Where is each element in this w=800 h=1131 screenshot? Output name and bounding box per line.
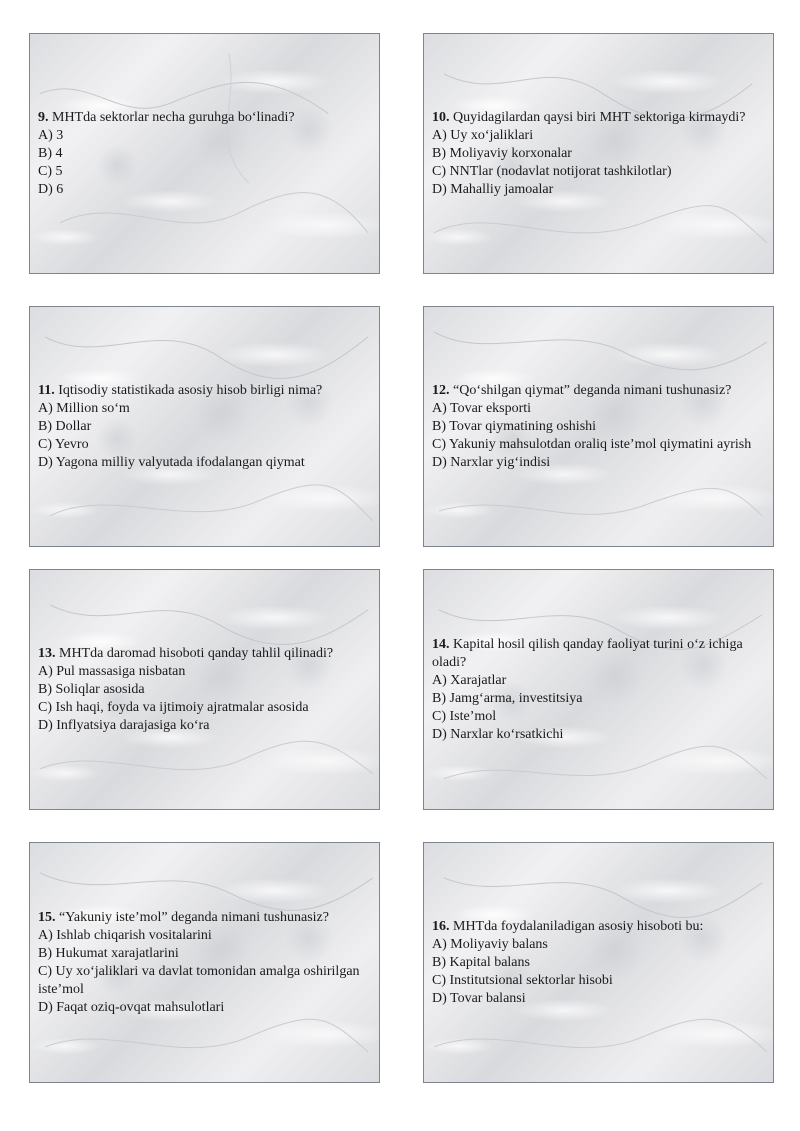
option-b: B) Kapital balans xyxy=(432,954,530,970)
option-d: D) Tovar balansi xyxy=(432,990,526,1006)
question-text: Quyidagilardan qaysi biri MHT sektoriga kirmaydi? xyxy=(453,109,746,125)
question-block xyxy=(30,382,379,472)
question-text: MHTda foydalaniladigan asosiy hisoboti bu: xyxy=(453,918,704,934)
question-number: 15. xyxy=(38,909,56,925)
option-c: C) Yakuniy mahsulotdan oraliq iste’mol qiymatini ayrish xyxy=(432,436,752,452)
option-c: C) Yevro xyxy=(38,436,89,452)
question-block xyxy=(424,636,773,744)
option-b: B) Moliyaviy korxonalar xyxy=(432,145,572,161)
option-a: A) Uy xo‘jaliklari xyxy=(432,127,534,143)
option-a: A) Pul massasiga nisbatan xyxy=(38,663,186,679)
option-d: D) Inflyatsiya darajasiga ko‘ra xyxy=(38,717,210,733)
option-b: B) Jamg‘arma, investitsiya xyxy=(432,690,583,706)
question-number: 9. xyxy=(38,109,49,125)
question-text: MHTda sektorlar necha guruhga bo‘linadi? xyxy=(52,109,295,125)
option-b: B) 4 xyxy=(38,145,63,161)
question-number: 10. xyxy=(432,109,450,125)
question-block xyxy=(424,109,773,199)
option-c: C) NNTlar (nodavlat notijorat tashkilotlar) xyxy=(432,163,672,179)
option-b: B) Tovar qiymatining oshishi xyxy=(432,418,597,434)
option-a: A) Xarajatlar xyxy=(432,672,507,688)
option-d: D) Yagona milliy valyutada ifodalangan qiymat xyxy=(38,454,305,470)
question-text: Kapital hosil qilish qanday faoliyat turini o‘z ichiga oladi? xyxy=(432,636,743,670)
option-a: A) Tovar eksporti xyxy=(432,400,532,416)
question-text: Iqtisodiy statistikada asosiy hisob birligi nima? xyxy=(58,382,323,398)
question-text: “Yakuniy iste’mol” deganda nimani tushunasiz? xyxy=(59,909,329,925)
question-block xyxy=(30,909,379,1017)
option-d: D) Narxlar yig‘indisi xyxy=(432,454,551,470)
option-c: C) 5 xyxy=(38,163,63,179)
quiz-card-12 xyxy=(423,306,774,547)
question-number: 13. xyxy=(38,645,56,661)
option-a: A) 3 xyxy=(38,127,64,143)
option-b: B) Soliqlar asosida xyxy=(38,681,145,697)
option-b: B) Dollar xyxy=(38,418,92,434)
option-b: B) Hukumat xarajatlarini xyxy=(38,945,179,961)
quiz-card-14 xyxy=(423,569,774,810)
question-text: MHTda daromad hisoboti qanday tahlil qilinadi? xyxy=(59,645,334,661)
quiz-card-15 xyxy=(29,842,380,1083)
question-block xyxy=(30,109,379,199)
option-d: D) 6 xyxy=(38,181,64,197)
option-a: A) Ishlab chiqarish vositalarini xyxy=(38,927,212,943)
quiz-card-11 xyxy=(29,306,380,547)
option-d: D) Faqat oziq-ovqat mahsulotlari xyxy=(38,999,225,1015)
option-c: C) Iste’mol xyxy=(432,708,497,724)
question-block xyxy=(424,382,773,472)
option-d: D) Narxlar ko‘rsatkichi xyxy=(432,726,564,742)
option-d: D) Mahalliy jamoalar xyxy=(432,181,554,197)
quiz-card-10 xyxy=(423,33,774,274)
option-a: A) Moliyaviy balans xyxy=(432,936,548,952)
question-number: 16. xyxy=(432,918,450,934)
option-c: C) Uy xo‘jaliklari va davlat tomonidan amalga oshirilgan iste’mol xyxy=(38,963,360,997)
question-text: “Qo‘shilgan qiymat” deganda nimani tushunasiz? xyxy=(453,382,732,398)
question-number: 14. xyxy=(432,636,450,652)
option-a: A) Million so‘m xyxy=(38,400,130,416)
quiz-card-16 xyxy=(423,842,774,1083)
question-number: 11. xyxy=(38,382,55,398)
option-c: C) Ish haqi, foyda va ijtimoiy ajratmalar asosida xyxy=(38,699,309,715)
question-block xyxy=(424,918,773,1008)
quiz-card-13 xyxy=(29,569,380,810)
quiz-card-9 xyxy=(29,33,380,274)
option-c: C) Institutsional sektorlar hisobi xyxy=(432,972,613,988)
question-block xyxy=(30,645,379,735)
question-number: 12. xyxy=(432,382,450,398)
